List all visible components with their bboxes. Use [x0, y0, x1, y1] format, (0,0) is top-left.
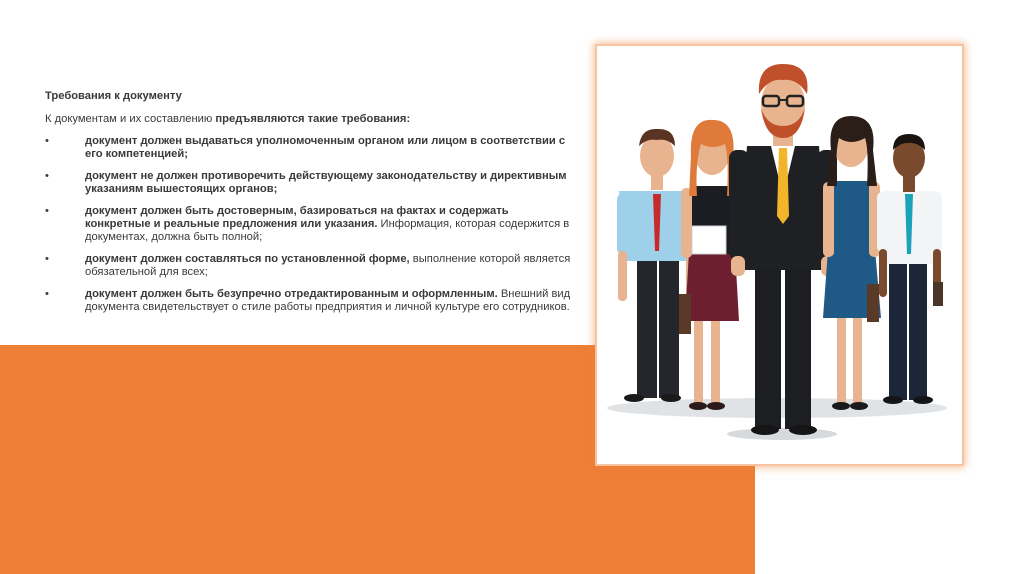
person-right-teal-tie [877, 134, 943, 404]
list-item [45, 135, 575, 161]
requirement-bold: документ должен выдаваться уполномоченным органом или лицом в соответствии с его компетенцией; [85, 135, 566, 160]
requirement-bold: документ не должен противоречить действующему законодательству и директивным указаниям вышестоящих органов; [85, 170, 567, 195]
bullet: • [45, 135, 49, 147]
requirement-plain: Информация, которая содержится в документах, должна быть полной; [85, 218, 570, 243]
person-left-blue-shirt [617, 129, 697, 402]
requirement-bold: документ должен быть безупречно отредактированным и оформленным. [85, 288, 498, 300]
person-center-man-glasses [729, 64, 837, 435]
requirement-bold: документ должен составляться по установленной форме, [85, 253, 410, 265]
business-team-illustration [597, 46, 962, 464]
bullet: • [45, 170, 49, 182]
intro-plain: К документам и их составлению [45, 113, 216, 125]
intro-text [45, 113, 575, 126]
list-item [45, 170, 575, 196]
bullet: • [45, 288, 49, 300]
team-picture [597, 46, 962, 464]
bullet: • [45, 205, 49, 217]
requirement-plain: Внешний вид документа свидетельствует о стиле работы предприятия и личной культуре его сотрудников. [85, 288, 571, 313]
slide-title: Требования к документу [45, 90, 182, 102]
intro-bold: предъявляются такие требования: [215, 113, 411, 125]
requirements-list [45, 135, 575, 314]
list-item [45, 253, 575, 279]
person-woman-blue-dress [823, 116, 881, 410]
requirements-text-block [45, 90, 575, 323]
requirement-bold: документ должен быть достоверным, базироваться на фактах и содержать конкретные и реальные предложения или указания. [85, 205, 509, 230]
bullet: • [45, 253, 49, 265]
list-item [45, 205, 575, 244]
requirement-plain: выполнение которой является обязательной для всех; [85, 253, 571, 278]
list-item [45, 288, 575, 314]
